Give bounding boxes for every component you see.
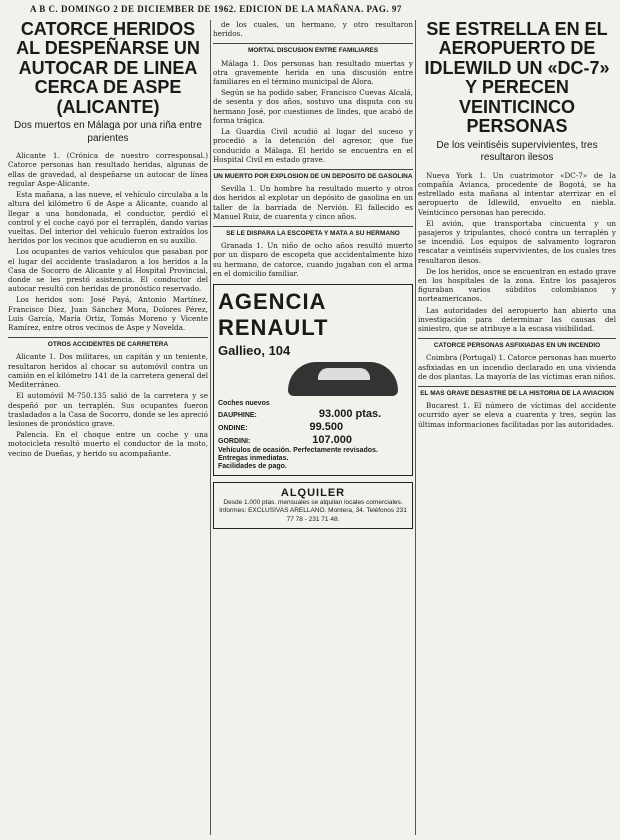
ad-item-price: 107.000 [312,433,352,446]
rental-advertisement [213,482,413,529]
column-left [8,20,208,835]
ad-item-price: 99.500 [309,420,344,433]
headline-plane-crash: SE ESTRELLA EN EL AEROPUERTO DE IDLEWILD UN «DC-7» Y PERECEN VEINTICINCO PERSONAS [424,20,610,137]
article-paragraph: Granada 1. Un niño de ocho años resultó muerto por un disparo de escopeta que accidentalmente hizo su hermano, de catorce, cuando jugaban con el arma en el domicilio familiar. [213,241,413,278]
section-heading: SE LE DISPARA LA ESCOPETA Y MATA A SU HERMANO [213,226,413,238]
subhead-malaga: Dos muertos en Málaga por una riña entre parientes [14,120,202,144]
article-paragraph: Las autoridades del aeropuerto han abierto una investigación para determinar las causas del siniestro, que se atribuye a la escasa visibilidad. [418,305,616,334]
ad-price-row [218,421,408,433]
ad-item-name: DAUPHINE: [218,411,257,419]
subhead-survivors: De los veintiséis supervivientes, tres resultaron ilesos [436,139,598,164]
article-paragraph: Málaga 1. Dos personas han resultado muertas y otra gravemente herida en una discusión entre familiares en el término municipal de Alora. [213,58,413,86]
article-paragraph: El avión, que transportaba cincuenta y un pasajeros y tripulantes, chocó contra un terraplén y se incendió. Los equipos de salvamento lograron rescatar a veintiséis supervivientes, de los cuales tres resultaron ilesos. [418,218,616,265]
ad-extra: Entregas inmediatas. [218,454,289,462]
article-paragraph: Los ocupantes de varios vehículos que pasaban por el lugar del accidente trasladaron a los heridos a la Casa de Socorro de Alicante y al Hospital Provincial, donde se les prestó asistencia. El conductor del autocar resultó con heridas de pronóstico reservado. [8,247,208,294]
ad-price-row [218,408,408,420]
ad-model: Gallieo, 104 [218,342,291,358]
ad-item-name: ONDINE: [218,424,248,432]
renault-advertisement [213,284,413,476]
ad-title: AGENCIA RENAULT [218,288,329,340]
article-paragraph: Esta mañana, a las nueve, el vehículo circulaba a la altura del kilómetro 6 de Aspe a Alicante, cuando al llegar a una hondonada, el conductor, perdió el control y el coche cayó por el terraplén, dando varias vueltas. Del interior del vehículo fueron extraídos los heridos por los vecinos que acudieron en su auxilio. [8,190,208,246]
ad2-title: ALQUILER [280,486,346,499]
article-paragraph: Los heridos son: José Payá, Antonio Martínez, Francisco Díez, Juan Sánchez Mora, Dolores Pérez, Luis García, María Ortiz, Tomás Moreno y Vicente Ramírez, entre otros vecinos de Aspe y Novelda. [8,295,208,333]
ad-item-name: GORDINI: [218,437,251,445]
article-paragraph: Coimbra (Portugal) 1. Catorce personas han muerto asfixiadas en un incendio declarado en una vivienda de dos plantas. La mayoría de las víctimas eran niños. [418,353,616,381]
article-paragraph: Bucarest 1. El número de víctimas del accidente ocurrido ayer se eleva a cuarenta y tres, según las últimas informaciones facilitadas por las autoridades. [418,401,616,429]
article-paragraph: Alicante 1. Dos militares, un capitán y un teniente, resultaron heridos al chocar su automóvil contra un camión en el kilómetro 141 de la carretera general del Mediterráneo. [8,352,208,390]
section-heading: UN MUERTO POR EXPLOSION DE UN DEPOSITO DE GASOLINA [213,169,413,181]
column-rule [415,20,416,835]
article-paragraph: Palencia. En el choque entre un coche y una motocicleta resultó muerto el conductor de la moto, vecino de Dueñas, y herido su acompañante. [8,430,208,458]
section-heading: OTROS ACCIDENTES DE CARRETERA [8,337,208,349]
article-paragraph: de los cuales, un hermano, y otro resultaron heridos. [213,20,413,39]
article-paragraph: La Guardia Civil acudió al lugar del suceso y procedió a la detención del agresor, que fue conducido a Málaga. El herido se encuentra en el Hospital Civil en estado grave. [213,127,413,164]
section-heading: EL MAS GRAVE DESASTRE DE LA HISTORIA DE LA AVIACION [418,386,616,398]
article-paragraph: Alicante 1. (Crónica de nuestro corresponsal.) Catorce personas han resultado heridas, algunas de ellas de gravedad, al despeñarse un autocar de línea regular Aspe-Alicante. [8,151,208,188]
article-paragraph: Nueva York 1. Un cuatrimotor «DC-7» de la compañía Avianca, procedente de Bogotá, se ha estrellado esta mañana al intentar aterrizar en el aeropuerto de Idlewild, envuelto en niebla. Veinticinco personas han perecido. [418,170,616,217]
article-paragraph: Según se ha podido saber, Francisco Cuevas Alcalá, de sesenta y dos años, sostuvo una disputa con su hermano José, por cuestiones de lindes, que acabó de forma trágica. [213,88,413,125]
column-right [418,20,616,835]
ad2-body: Desde 1.000 ptas. mensuales se alquilan locales comerciales. Informes: EXCLUSIVAS ARELLANO. Montera, 34. Teléfonos 231 77 78 - 231 71 48. [219,498,407,523]
ad-extra: Vehículos de ocasión. Perfectamente revisados. [218,446,378,454]
column-middle [213,20,413,835]
article-paragraph: Sevilla 1. Un hombre ha resultado muerto y otros dos heridos al explotar un depósito de gasolina en un taller de la barriada de Nervión. El fallecido es Manuel Ruiz, de cuarenta y cinco años. [213,184,413,221]
section-heading: MORTAL DISCUSION ENTRE FAMILIARES [213,43,413,55]
ad-price-row [218,434,408,446]
section-heading: CATORCE PERSONAS ASFIXIADAS EN UN INCENDIO [418,338,616,350]
headline-bus-accident: CATORCE HERIDOS AL DESPEÑARSE UN AUTOCAR DE LINEA CERCA DE ASPE (ALICANTE) [16,20,200,117]
ad-extra: Facilidades de pago. [218,462,287,470]
article-paragraph: De los heridos, once se encuentran en estado grave en los hospitales de la zona. Entre los pasajeros figuraban varios súbditos colombianos y norteamericanos. [418,266,616,304]
car-illustration-icon [288,362,398,396]
article-paragraph: El automóvil M-750.135 salió de la carretera y se despeñó por un terraplén. Sus ocupantes fueron trasladados a la Casa de Socorro, donde se les apreció lesiones de pronóstico grave. [8,391,208,428]
ad-item-price: 93.000 ptas. [318,407,382,420]
ad-line: Coches nuevos [218,399,270,407]
page-header: A B C. DOMINGO 2 DE DICIEMBER DE 1962. EDICION DE LA MAÑANA. PAG. 97 [30,4,402,14]
column-rule [210,20,211,835]
